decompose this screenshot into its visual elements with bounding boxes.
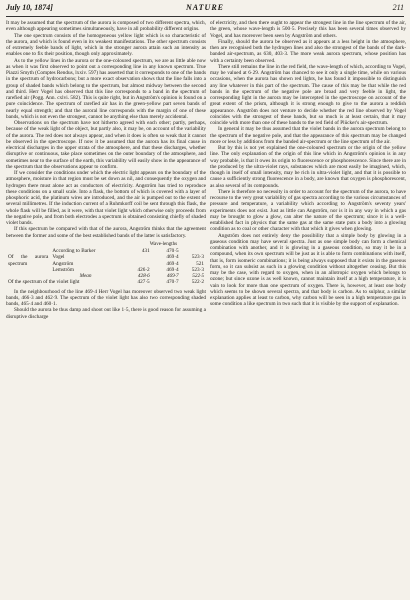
- paragraph: of electricity, and then there ought to appear the strongest line in the line spectrum of the air, the green, whose wave-length is 500·5. Precisely this has been several times observed by Vogel, and has moreover been seen by Angström and others.: [210, 20, 406, 39]
- table-cell: 522·2: [191, 279, 204, 286]
- table-cell: 470·7: [166, 279, 179, 286]
- table-cell: Vogel: [52, 254, 65, 261]
- paragraph: In the neighbourhood of the line 469·4 Herr Vogel has moreover observed two weak light bands, 466·3 and 462·9. The spectrum of the violet light has also two corresponding shaded bands, 465·4 and 460·1.: [6, 288, 206, 307]
- right-column: [210, 20, 406, 596]
- paragraph: Finally, should the aurora be observed as it appears at a less height in the atmosphere, then are recognised both the hydrogen lines and also the strongest of the bands of the dark-banded air-spectrum, as 630, 403·3. The more weak aurora spectrum, whose position has with a certainty been observed.: [210, 38, 406, 64]
- header-date: July 10, 1874]: [6, 3, 53, 12]
- paragraph: There is therefore no necessity in order to account for the spectrum of the aurora, to have recourse to the very great variability of gas spectra according to the various circumstances of pressure and temperature, a variability which according to Angström's seventy years' experiments does not exist. Just as little can Angström, nor is it in any way in which a gas may be brought to glow a glow, can alter the nature of the spectrum; since it is a well-established fact in physics that the same gas at the same state puts a body into a glowing condition as to coal or other character with that which it gives when glowing.: [210, 188, 406, 233]
- paragraph: Should the aurora be thus damp and shoot out like 1·5, there is good reason for assuming a disruptive discharge: [6, 307, 206, 320]
- paragraph: It may be assumed that the spectrum of the aurora is composed of two different spectra, which, even although appearing sometimes simultaneously, have in all probability different origins.: [6, 20, 206, 33]
- table-cell: Mean: [79, 273, 92, 279]
- table-cell: 469·4: [166, 254, 179, 261]
- table-cell: Angström: [52, 260, 74, 267]
- page-header: [0, 0, 410, 16]
- paragraph: Angström does not entirely deny the possibility that a simple body by glowing in a gaseous condition may have several spectra. Just as one simple body can form a chemical combination with another, and it is glowing in a gaseous condition, so may it be in a compound, when its own spectrum will be just as it is able to form combinations with itself, that is, form isomeric combinations; it is being always supposed that it exists in the gaseous form, so it can subsist as such in a glowing condition without altogether ceasing. But this may be the case, with regard to oxygen, when in an allotropic oxygen which belongs to ozone; but since ozone is as well known, cannot maintain itself at a high temperature, it is vain to look for more than one spectrum of oxygen. There is, however, at least one body which seems to be shown several spectra, and that body is carbon. As to sulphur, a similar explanation applies at least to carbon, why carbon will be seen in a high temperature gas in some condition a like spectrum in two such that it is visible by the support of explanation.: [210, 232, 406, 308]
- table-cell: 522·5: [192, 273, 204, 279]
- table-row-label: Of the aurora spectrum: [8, 254, 49, 267]
- table-row-violet: [6, 279, 206, 285]
- paragraph: As to the yellow lines in the aurora or the one-coloured spectrum, we are as little able now as when it was first observed to point out a corresponding line in any known spectrum. True Piazzi Smyth (Comptes Rendus, lxxiv. 597) has asserted that it corresponds to one of the bands in the spectrum of hydrocarbons; but a more exact observation shows that the line falls into a group of shaded bands which belong to the spectrum, but almost midway between the second and third. Herr Vogel has observed that this line corresponds to a band in the spectrum of rarefied air (Pogg. Ann. cxlvi. 582). This is quite right, but in Angström's opinion is found on a pure coincidence. The spectrum of rarefied air has in the green-yellow part seven bands of nearly equal strength; and that the auroral line corresponds with the margin of one of these bands, which is not even the strongest, cannot be anything else than merely accidental.: [6, 57, 206, 120]
- table-cell: 469·4: [166, 260, 179, 267]
- table-cell: 523·3: [191, 266, 204, 273]
- table-cell: 521: [196, 260, 204, 267]
- paragraph: Observations on the spectrum have not hitherto agreed with each other; partly, perhaps, because of the weak light of the object, but partly also, it may be, on account of the variability of the aurora. The red does not always appear, and when it does is often so weak that it cannot be observed in the spectroscope. If now it be assumed that the aurora has its final cause in electrical discharges in the upper strata of the atmosphere, and that these discharges, whether disruptive or continuous, take place sometimes on the outer boundary of the atmosphere, and sometimes near to the surface of the earth, this variability will easily show in the appearance of the spectrum that the observations appear to confirm.: [6, 120, 206, 170]
- paragraph: If this spectrum be compared with that of the aurora, Angström thinks that the agreement between the former and some of the best established bands of the latter is satisfactory.: [6, 226, 206, 239]
- table-cell: Lemström: [52, 266, 74, 273]
- table-cell: Of the spectrum of the violet light: [8, 279, 80, 286]
- journal-title: NATURE: [185, 3, 224, 12]
- paragraph: In general it may be thus assumed that the violet bands in the aurora spectrum belong to the spectrum of the negative pole, and that the appearance of this spectrum may be changed more or less by additions from the banded air-spectrum or the line spectrum of the air.: [210, 126, 406, 145]
- table-cell: 428·6: [137, 273, 150, 279]
- paragraph: If we consider the conditions under which the electric light appears on the boundary of the atmosphere, moisture in that region must be set down as nil, and consequently the oxygen and hydrogen there must alone act as conductors of electricity. Angström has tried to reproduce these conditions on a small scale. Into a flask, the bottom of which is covered with a layer of phosphoric acid, the platinum wires are introduced, and the air is pumped out to the extent of several millimetres. If the induction current of a Ruhmkorff coil be sent through this flask, the whole flask will be filled, as it were, with that violet light which otherwise only proceeds from the negative pole, and from both electrodes a spectrum is obtained consisting chiefly of shaded violet bands.: [6, 170, 206, 226]
- table-cell: 470·5: [166, 248, 179, 254]
- paragraph: There still remains the line in the red field, the wave-length of which, according to Vogel, may be valued at 6·29. Angström has chanced to see it only a single time, while on various occasions, when the aurora has shown red lights, he has found it impossible to distinguish any line whatever in this part of the spectrum. The cause of this may be that while the red bands in the spectrum of the negative pole are broad and very feeble in light, the corresponding light in the aurora may be intercepted in the spectroscope on account of the great extent of the prism, although it is strong enough to give to the aurora a reddish appearance. Angström does not venture to decide whether the red line observed by Vogel coincides with the strongest of these bands, but so much is at least certain, that it may coincide with more than one of these bands to the red field of Plücker's air-spectrum.: [210, 63, 406, 126]
- table-cell: 427·5: [137, 279, 150, 286]
- table-cell: According to Barker: [52, 248, 96, 254]
- header-rule: [6, 16, 404, 17]
- table-cell: 431: [141, 248, 150, 254]
- table-cell: 523·3: [191, 254, 204, 261]
- paragraph: But by this is not yet explained the one-coloured spectrum or the origin of the yellow line. The only explanation of the origin of this line which in Angström's opinion is in any way probable, is that it owes its origin to fluorescence or phosphorescence. Since there are in the produced by the ultra-violet rays, substances which are most easily be imagined, which, though in itself of small intensity, may be rich in ultra-violet light, and that it is possible to cause a sufficiently strong fluorescence in a body, are known that oxygen is phosphorescent, as also several of its compounds.: [210, 145, 406, 189]
- left-column: [6, 20, 206, 596]
- table-cell: 469·4: [166, 266, 179, 273]
- table-cell: 469·7: [166, 273, 179, 279]
- table-col-header: Wave-lengths: [149, 241, 178, 247]
- table-cell: 426·2: [137, 266, 150, 273]
- page-number: 211: [392, 3, 404, 12]
- paragraph: The one spectrum consists of the homogeneous yellow light which is so characteristic of the aurora, and which is found even in its weakest manifestations. The other spectrum consists of extremely feeble bands of light, which in the stronger aurora attain such an intensity as enables one to fix their position, though only approximately.: [6, 32, 206, 58]
- wavelength-table: [6, 242, 206, 286]
